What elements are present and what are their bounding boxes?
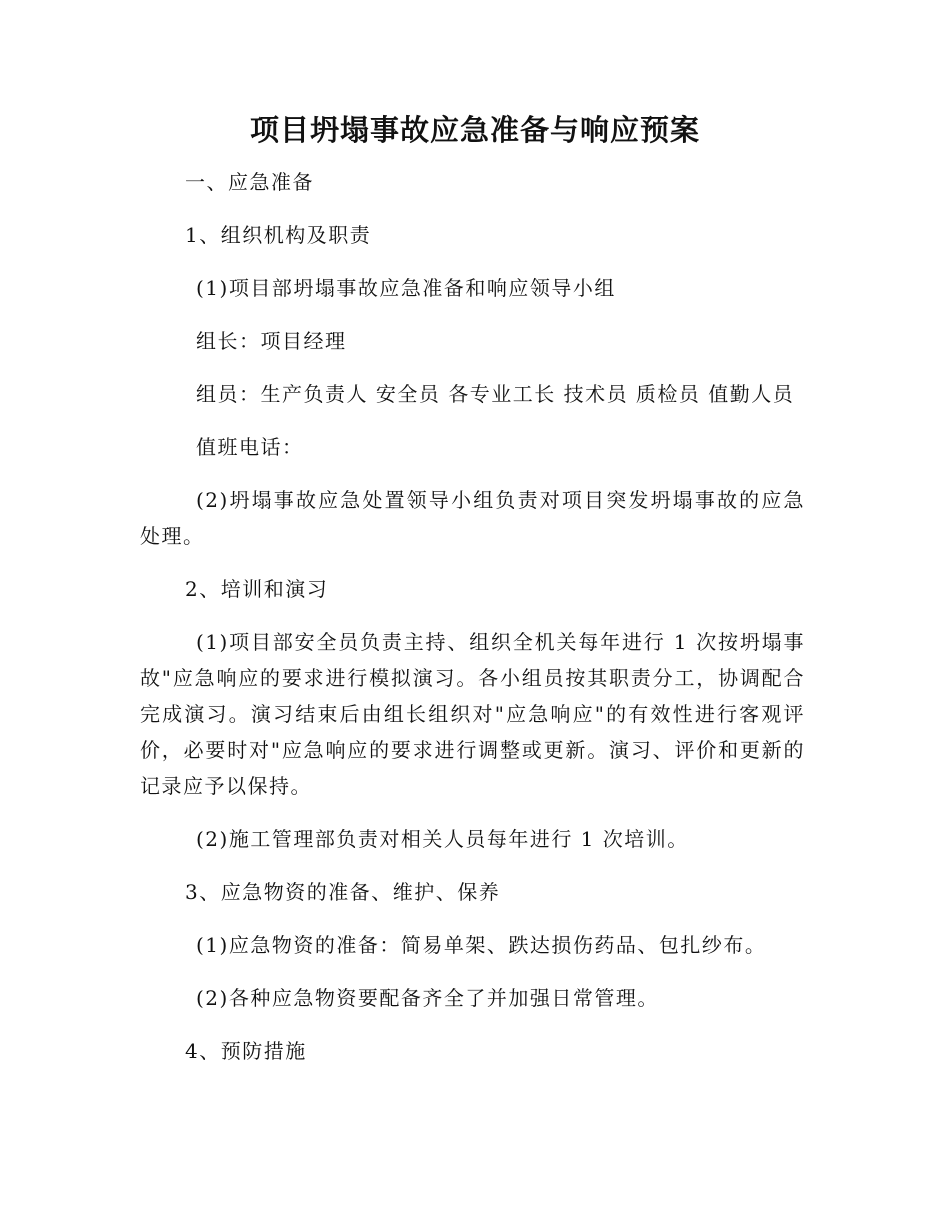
document-title: 项目坍塌事故应急准备与响应预案 bbox=[249, 113, 700, 147]
paragraph-supplies-preparation: (1)应急物资的准备：简易单架、跌达损伤药品、包扎纱布。 bbox=[196, 933, 767, 957]
subsection-heading-training: 2、培训和演习 bbox=[185, 577, 329, 601]
section-heading-emergency-preparation: 一、应急准备 bbox=[185, 170, 314, 194]
paragraph-duty-phone: 值班电话： bbox=[196, 435, 304, 459]
paragraph-handling-responsibility: (2)坍塌事故应急处置领导小组负责对项目突发坍塌事故的应急处理。 bbox=[140, 488, 805, 548]
document-body bbox=[140, 164, 805, 1086]
subsection-heading-organization: 1、组织机构及职责 bbox=[185, 223, 372, 247]
paragraph-group-members: 组员：生产负责人 安全员 各专业工长 技术员 质检员 值勤人员 bbox=[196, 382, 795, 406]
subsection-heading-supplies: 3、应急物资的准备、维护、保养 bbox=[185, 880, 501, 904]
paragraph-group-leader: 组长：项目经理 bbox=[196, 329, 347, 353]
paragraph-leading-group: (1)项目部坍塌事故应急准备和响应领导小组 bbox=[196, 276, 616, 300]
paragraph-supplies-management: (2)各种应急物资要配备齐全了并加强日常管理。 bbox=[196, 986, 659, 1010]
subsection-heading-prevention: 4、预防措施 bbox=[185, 1039, 307, 1063]
paragraph-training: (2)施工管理部负责对相关人员每年进行 1 次培训。 bbox=[196, 827, 689, 851]
paragraph-drill: (1)项目部安全员负责主持、组织全机关每年进行 1 次按坍塌事故"应急响应的要求进行模拟演习。各小组员按其职责分工，协调配合完成演习。演习结束后由组长组织对"应急响应"的有效性进行客观评价，必要时对"应急响应的要求进行调整或更新。演习、评价和更新的记录应予以保持。 bbox=[140, 630, 805, 798]
